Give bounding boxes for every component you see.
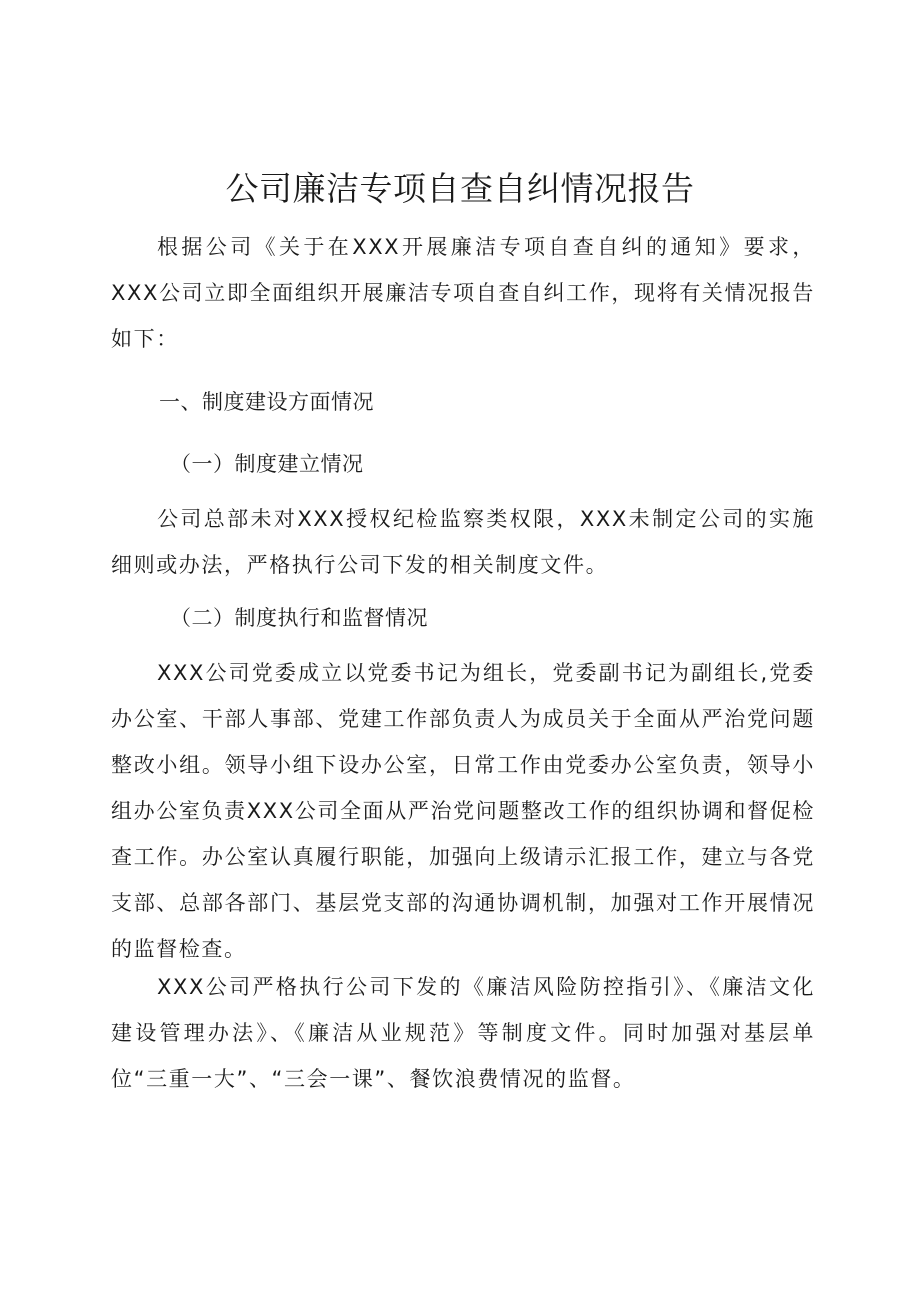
- section-1-heading: 一、制度建设方面情况: [159, 390, 374, 414]
- document-title: 公司廉洁专项自查自纠情况报告: [225, 169, 695, 208]
- subsection-1-paragraph: 公司总部未对XXX授权纪检监察类权限，XXX未制定公司的实施细则或办法，严格执行公司下发的相关制度文件。: [111, 507, 815, 577]
- subsection-2-paragraph-1: XXX公司党委成立以党委书记为组长，党委副书记为副组长,党委办公室、干部人事部、党建工作部负责人为成员关于全面从严治党问题整改小组。领导小组下设办公室，日常工作由党委办公室负责，领导小组办公室负责XXX公司全面从严治党问题整改工作的组织协调和督促检查工作。办公室认真履行职能，加强向上级请示汇报工作，建立与各党支部、总部各部门、基层党支部的沟通协调机制，加强对工作开展情况的监督检查。: [111, 661, 815, 961]
- subsection-2-heading: （二）制度执行和监督情况: [170, 606, 428, 630]
- subsection-1-heading: （一）制度建立情况: [170, 452, 364, 476]
- intro-paragraph: 根据公司《关于在XXX开展廉洁专项自查自纠的通知》要求，XXX公司立即全面组织开展廉洁专项自查自纠工作，现将有关情况报告如下：: [111, 235, 815, 351]
- subsection-2-paragraph-2: XXX公司严格执行公司下发的《廉洁风险防控指引》、《廉洁文化建设管理办法》、《廉洁从业规范》等制度文件。同时加强对基层单位“三重一大”、“三会一课”、餐饮浪费情况的监督。: [111, 975, 815, 1091]
